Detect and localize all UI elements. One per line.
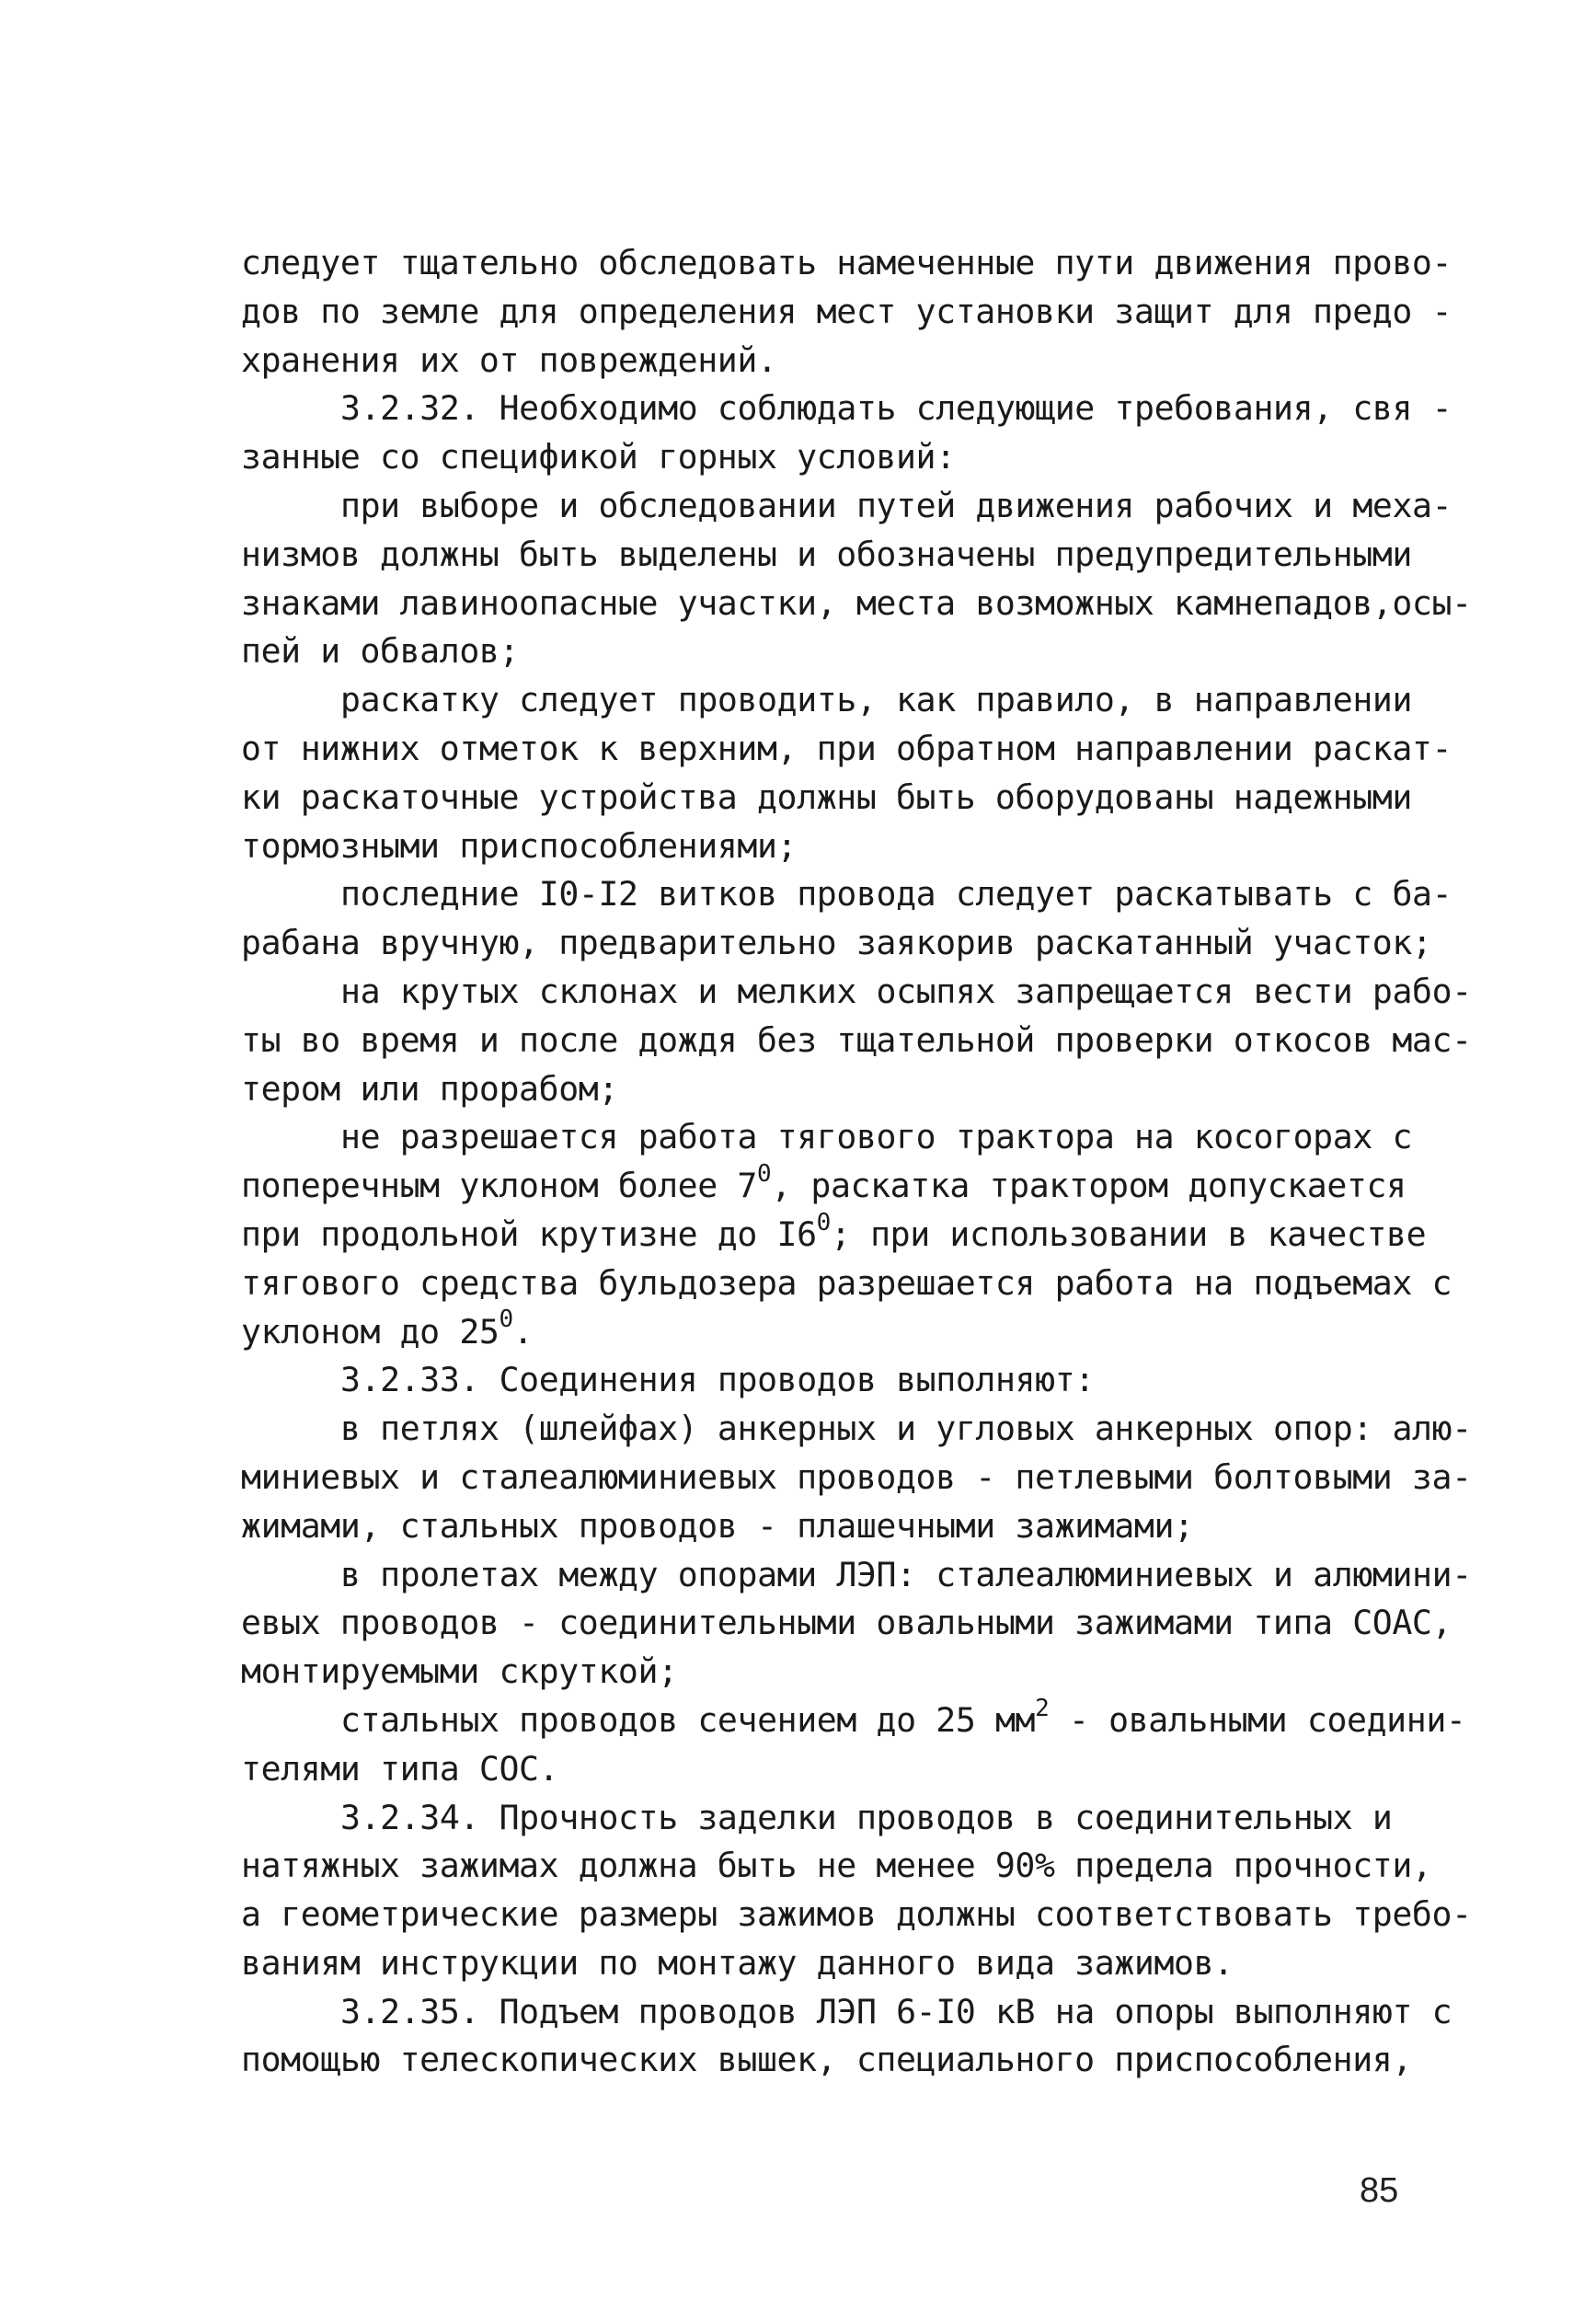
text-line [241, 1694, 1466, 1745]
text-line: при выборе и обследовании путей движения рабочих и меха- [340, 485, 1452, 525]
text-line: ты во время и после дождя без тщательной проверки откосов мас- [241, 1019, 1472, 1060]
text-line: евых проводов - соединительными овальными зажимами типа СОАС, [241, 1603, 1452, 1643]
text-line: на крутых склонах и мелких осыпях запрещается вести рабо- [340, 971, 1472, 1011]
text-line: пей и обвалов; [241, 631, 520, 672]
text-line [241, 1159, 1455, 1211]
text-line: знаками лавиноопасные участки, места возможных камнепадов,осы- [241, 582, 1472, 623]
text-line: телями типа СОС. [241, 1748, 559, 1789]
text-line: помощью телескопических вышек, специального приспособления, [241, 2040, 1412, 2080]
section-heading-3-2-34: 3.2.34. Прочность заделки проводов в соединительных и [340, 1797, 1393, 1837]
text-line: натяжных зажимах должна быть не менее 90% предела прочности, [241, 1846, 1432, 1886]
text-line: тягового средства бульдозера разрешается работа на подъемах с [241, 1262, 1452, 1303]
squared-superscript: 2 [1035, 1694, 1050, 1722]
text-line: а геометрические размеры зажимов должны соответствовать требо- [241, 1894, 1472, 1935]
text-line: хранения их от повреждений. [241, 339, 777, 380]
text-line: рабана вручную, предварительно заякорив раскатанный участок; [241, 923, 1432, 963]
text-fragment: . [512, 1311, 534, 1352]
text-line: тером или прорабом; [241, 1068, 618, 1109]
text-line: миниевых и сталеалюминиевых проводов - петлевыми болтовыми за- [241, 1456, 1472, 1497]
text-fragment: , раскатка трактором допускается [771, 1166, 1407, 1206]
text-fragment: ; при использовании в качестве [830, 1214, 1427, 1254]
text-line: ки раскаточные устройства должны быть оборудованы надежными [241, 777, 1412, 817]
degree-superscript: 0 [756, 1159, 772, 1188]
text-line: от нижних отметок к верхним, при обратном направлении раскат- [241, 728, 1452, 768]
text-line: монтируемыми скруткой; [241, 1651, 678, 1692]
text-fragment: при продольной крутизне до I6 [241, 1214, 817, 1254]
text-line: в пролетах между опорами ЛЭП: сталеалюминиевых и алюмини- [340, 1554, 1472, 1594]
text-line: дов по земле для определения мест установки защит для предо - [241, 291, 1452, 331]
text-line: не разрешается работа тягового трактора на косогорах с [340, 1117, 1413, 1157]
text-line: раскатку следует проводить, как правило, в направлении [340, 680, 1413, 720]
text-line: тормозными приспособлениями; [241, 825, 798, 866]
text-line: ваниям инструкции по монтажу данного вида зажимов. [241, 1942, 1234, 1983]
text-fragment: уклоном до 25 [241, 1311, 499, 1352]
text-fragment: - овальными соедини- [1049, 1699, 1466, 1740]
section-heading-3-2-32: 3.2.32. Необходимо соблюдать следующие требования, свя - [340, 388, 1452, 429]
text-fragment: поперечным уклоном более 7 [241, 1166, 757, 1206]
text-fragment: стальных проводов сечением до 25 мм [340, 1699, 1036, 1740]
text-line: следует тщательно обследовать намеченные пути движения прово- [241, 243, 1452, 282]
section-heading-3-2-35: 3.2.35. Подъем проводов ЛЭП 6-I0 кВ на опоры выполняют с [340, 1991, 1452, 2031]
text-line [241, 1208, 1455, 1260]
body-text [241, 239, 1472, 2085]
text-line: последние I0-I2 витков провода следует раскатывать с ба- [340, 874, 1452, 915]
degree-superscript: 0 [816, 1208, 831, 1237]
page-number: 85 [1360, 2171, 1399, 2210]
text-line: жимами, стальных проводов - плашечными зажимами; [241, 1505, 1194, 1546]
text-line: низмов должны быть выделены и обозначены предупредительными [241, 534, 1412, 574]
section-heading-3-2-33: 3.2.33. Соединения проводов выполняют: [340, 1360, 1095, 1400]
text-line [241, 1308, 1455, 1357]
degree-superscript: 0 [499, 1306, 513, 1334]
text-line: занные со спецификой горных условий: [241, 437, 956, 477]
text-line: в петлях (шлейфах) анкерных и угловых анкерных опор: алю- [340, 1409, 1472, 1449]
